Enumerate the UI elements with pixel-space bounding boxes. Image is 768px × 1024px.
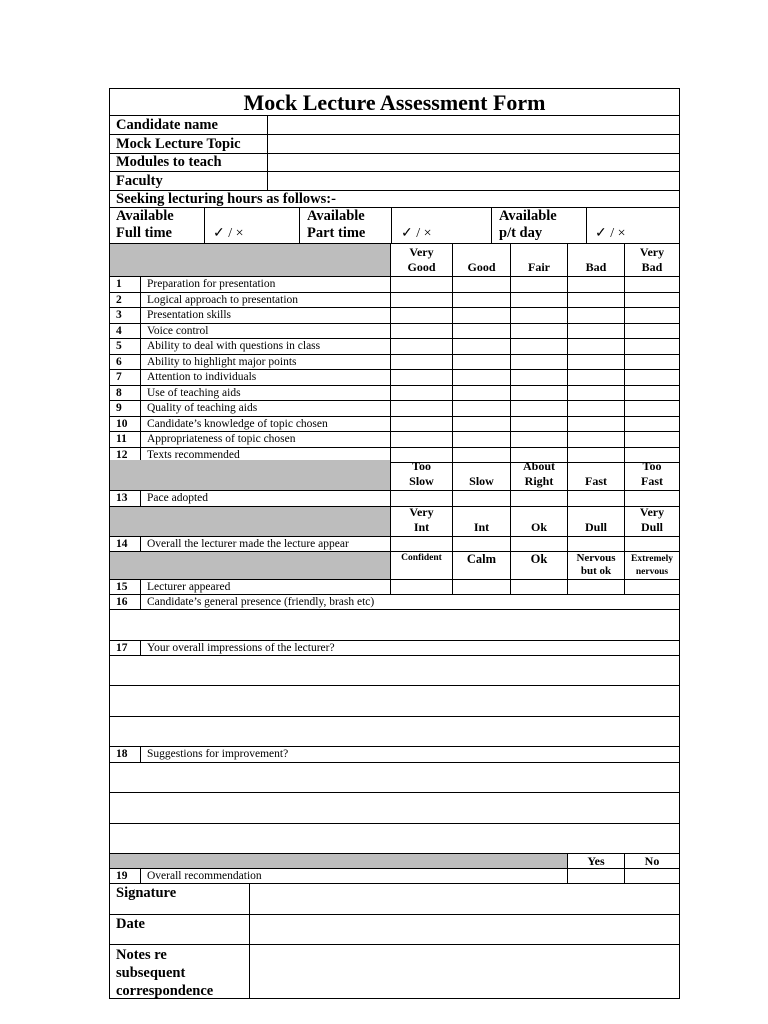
recommend-yes-cell[interactable] [567,869,624,883]
q18-answer-line[interactable] [110,793,679,824]
notes-label: Notes re subsequent correspondence [116,947,214,999]
q14-cell[interactable] [624,537,679,551]
candidate-name-field[interactable] [267,116,679,134]
rating-cell[interactable] [452,324,510,339]
q16-number: 16 [116,596,128,608]
rating-cell[interactable] [510,339,567,354]
criteria-number: 4 [116,324,122,337]
rating-cell[interactable] [510,324,567,339]
check-cross-icon: ✓ / × [213,226,244,241]
rating-cell[interactable] [390,308,452,323]
rating-cell[interactable] [624,308,679,323]
fulltime-check[interactable] [204,208,299,243]
interest-header-ok: Ok [510,507,567,536]
criteria-text: Texts recommended [140,448,390,463]
modules-label: Modules to teach [116,154,222,170]
q13-number: 13 [116,492,128,504]
q17-answer-line[interactable] [110,686,679,717]
q18-number: 18 [116,748,128,760]
rating-cell[interactable] [624,277,679,292]
criteria-row [110,386,679,402]
candidate-name-label: Candidate name [116,117,218,133]
criteria-row [110,432,679,448]
criteria-text: Quality of teaching aids [140,401,390,416]
criteria-row [110,324,679,340]
criteria-number: 11 [116,433,127,445]
rating-cell[interactable] [510,417,567,432]
criteria-text: Voice control [140,324,390,339]
confidence-header-confident: Confident [390,552,452,579]
recommend-header-yes: Yes [567,854,624,868]
assessment-form [109,88,680,999]
confidence-header-row [110,552,679,580]
rating-cell[interactable] [390,432,452,447]
criteria-number: 7 [116,371,122,383]
q15-cell[interactable] [567,580,624,594]
fulltime-label: Available Full time [116,208,174,241]
criteria-row [110,417,679,433]
rating-cell[interactable] [567,308,624,323]
check-cross-icon: ✓ / × [401,226,432,241]
rating-cell[interactable] [390,370,452,385]
criteria-text: Appropriateness of topic chosen [140,432,390,447]
faculty-field[interactable] [267,172,679,190]
rating-cell[interactable] [510,370,567,385]
ptday-label: Available p/t day [491,208,586,243]
q16-text: Candidate’s general presence (friendly, brash etc) [140,595,679,609]
recommend-header-row [110,854,679,869]
q13-cell[interactable] [624,491,679,506]
criteria-number: 5 [116,340,122,352]
recommend-header-no: No [624,854,679,868]
q15-number: 15 [116,581,128,593]
q13-very-cell[interactable] [390,491,452,506]
criteria-row [110,308,679,324]
pace-header-too-fast: Too Fast [624,460,679,490]
pace-header-fast: Fast [567,460,624,490]
ptday-check[interactable] [586,208,679,243]
q17-answer-line[interactable] [110,656,679,686]
criteria-row [110,293,679,309]
q14-number: 14 [116,538,128,550]
rating-cell[interactable] [624,386,679,401]
rating-cell[interactable] [567,401,624,416]
rating-header-bad: Bad [567,244,624,276]
criteria-text: Attention to individuals [140,370,390,385]
criteria-text: Ability to highlight major points [140,355,390,370]
q15-text: Lecturer appeared [140,580,390,594]
criteria-number: 3 [116,309,122,321]
rating-cell[interactable] [390,417,452,432]
candidate-name-row [110,116,679,135]
rating-cell[interactable] [510,355,567,370]
rating-cell[interactable] [567,339,624,354]
criteria-text: Ability to deal with questions in class [140,339,390,354]
rating-header-good: Good [452,244,510,276]
seeking-label: Seeking lecturing hours as follows:- [116,191,336,207]
q14-cell[interactable] [510,537,567,551]
date-row [110,915,679,945]
q14-row [110,537,679,552]
modules-row [110,154,679,172]
criteria-row [110,370,679,386]
rating-cell[interactable] [624,417,679,432]
q19-text: Overall recommendation [140,869,567,883]
q19-number: 19 [116,870,128,882]
rating-cell[interactable] [567,324,624,339]
q17-text: Your overall impressions of the lecturer? [140,641,679,655]
confidence-header-ok: Ok [510,552,567,579]
criteria-row [110,339,679,355]
notes-row [110,945,679,998]
rating-cell[interactable] [452,401,510,416]
q13-text: Pace adopted [140,491,390,506]
notes-field[interactable] [249,945,679,998]
q18-answer-line[interactable] [110,824,679,854]
criteria-text: Use of teaching aids [140,386,390,401]
criteria-number: 1 [116,278,122,290]
q15-cell[interactable] [452,580,510,594]
q15-cell[interactable] [390,580,452,594]
rating-cell[interactable] [390,293,452,308]
parttime-label: Available Part time [299,208,391,243]
rating-cell[interactable] [452,339,510,354]
pace-header-blank [110,460,390,490]
q18-row [110,747,679,763]
criteria-number: 10 [116,417,128,430]
rating-cell[interactable] [390,324,452,339]
date-label: Date [116,916,145,932]
q15-row [110,580,679,595]
rating-header-fair: Fair [510,244,567,276]
rating-cell[interactable] [567,293,624,308]
q18-text: Suggestions for improvement? [140,747,679,762]
rating-cell[interactable] [452,370,510,385]
recommend-header-blank [110,854,567,868]
rating-cell[interactable] [510,277,567,292]
rating-cell[interactable] [510,308,567,323]
criteria-text: Logical approach to presentation [140,293,390,308]
signature-row [110,884,679,915]
form-title: Mock Lecture Assessment Form [243,90,546,115]
criteria-number: 8 [116,386,122,399]
interest-header-dull: Dull [567,507,624,536]
rating-cell[interactable] [452,277,510,292]
rating-cell[interactable] [567,386,624,401]
criteria-number: 2 [116,293,122,306]
confidence-header-nervous: Nervous but ok [567,552,624,579]
faculty-label: Faculty [116,173,163,189]
criteria-row [110,355,679,371]
rating-cell[interactable] [567,417,624,432]
confidence-header-calm: Calm [452,552,510,579]
rating-cell[interactable] [624,293,679,308]
rating-header-blank [110,244,390,276]
rating-cell[interactable] [452,355,510,370]
q13-cell[interactable] [567,491,624,506]
criteria-number: 6 [116,355,122,368]
rating-cell[interactable] [390,339,452,354]
q17-row [110,641,679,656]
rating-cell[interactable] [624,324,679,339]
criteria-text: Preparation for presentation [140,277,390,292]
interest-header-int: Int [452,507,510,536]
availability-row [110,208,679,244]
rating-cell[interactable] [624,370,679,385]
rating-cell[interactable] [624,432,679,447]
criteria-number: 9 [116,402,122,414]
rating-cell[interactable] [390,277,452,292]
q19-row [110,869,679,884]
check-cross-icon: ✓ / × [595,226,626,241]
rating-cell[interactable] [624,401,679,416]
rating-cell[interactable] [624,339,679,354]
rating-cell[interactable] [452,293,510,308]
seeking-row [110,191,679,208]
q14-cell[interactable] [567,537,624,551]
rating-cell[interactable] [567,355,624,370]
parttime-check[interactable] [391,208,491,243]
date-field[interactable] [249,915,679,944]
lecture-topic-field[interactable] [267,135,679,153]
q15-cell[interactable] [510,580,567,594]
signature-label: Signature [116,885,177,901]
rating-cell[interactable] [390,355,452,370]
modules-field[interactable] [267,154,679,171]
rating-cell[interactable] [510,386,567,401]
interest-header-blank [110,507,390,536]
criteria-number: 12 [116,448,128,461]
title-row [110,89,679,116]
rating-header-very-bad: Very Bad [624,244,679,276]
pace-header-too-slow: Too Slow [390,460,452,490]
rating-cell[interactable] [567,432,624,447]
recommend-no-cell[interactable] [624,869,679,883]
rating-header-very-good: Very Good [390,244,452,276]
criteria-text: Presentation skills [140,308,390,323]
rating-cell[interactable] [452,432,510,447]
interest-header-very-int: Very Int [390,507,452,536]
rating-cell[interactable] [390,386,452,401]
rating-cell[interactable] [624,355,679,370]
pace-header-slow: Slow [452,460,510,490]
rating-cell[interactable] [567,370,624,385]
q17-number: 17 [116,642,128,654]
q14-cell[interactable] [390,537,452,551]
rating-cell[interactable] [510,293,567,308]
q14-text: Overall the lecturer made the lecture appear [140,537,390,551]
faculty-row [110,172,679,191]
criteria-text: Candidate’s knowledge of topic chosen [140,417,390,432]
pace-header-row [110,460,679,491]
q13-row [110,491,679,507]
q17-answer-line[interactable] [110,717,679,747]
signature-field[interactable] [249,884,679,914]
q13-cell[interactable] [510,491,567,506]
q16-answer-line[interactable] [110,610,679,641]
q18-answer-line[interactable] [110,763,679,793]
rating-cell[interactable] [452,386,510,401]
rating-cell[interactable] [510,432,567,447]
q13-cell[interactable] [452,491,510,506]
criteria-row [110,401,679,417]
q15-cell[interactable] [624,580,679,594]
rating-cell[interactable] [390,401,452,416]
rating-cell[interactable] [452,308,510,323]
interest-header-very-dull: Very Dull [624,507,679,536]
criteria-row [110,277,679,293]
rating-cell[interactable] [510,401,567,416]
pace-header-about-right: About Right [510,460,567,490]
rating-header-row [110,244,679,277]
rating-cell[interactable] [452,417,510,432]
lecture-topic-row [110,135,679,154]
q14-cell[interactable] [452,537,510,551]
q16-row [110,595,679,610]
rating-cell[interactable] [567,277,624,292]
lecture-topic-label: Mock Lecture Topic [116,136,241,152]
interest-header-row [110,507,679,537]
confidence-header-blank [110,552,390,579]
confidence-header-extremely-nervous: Extremely nervous [624,552,679,579]
